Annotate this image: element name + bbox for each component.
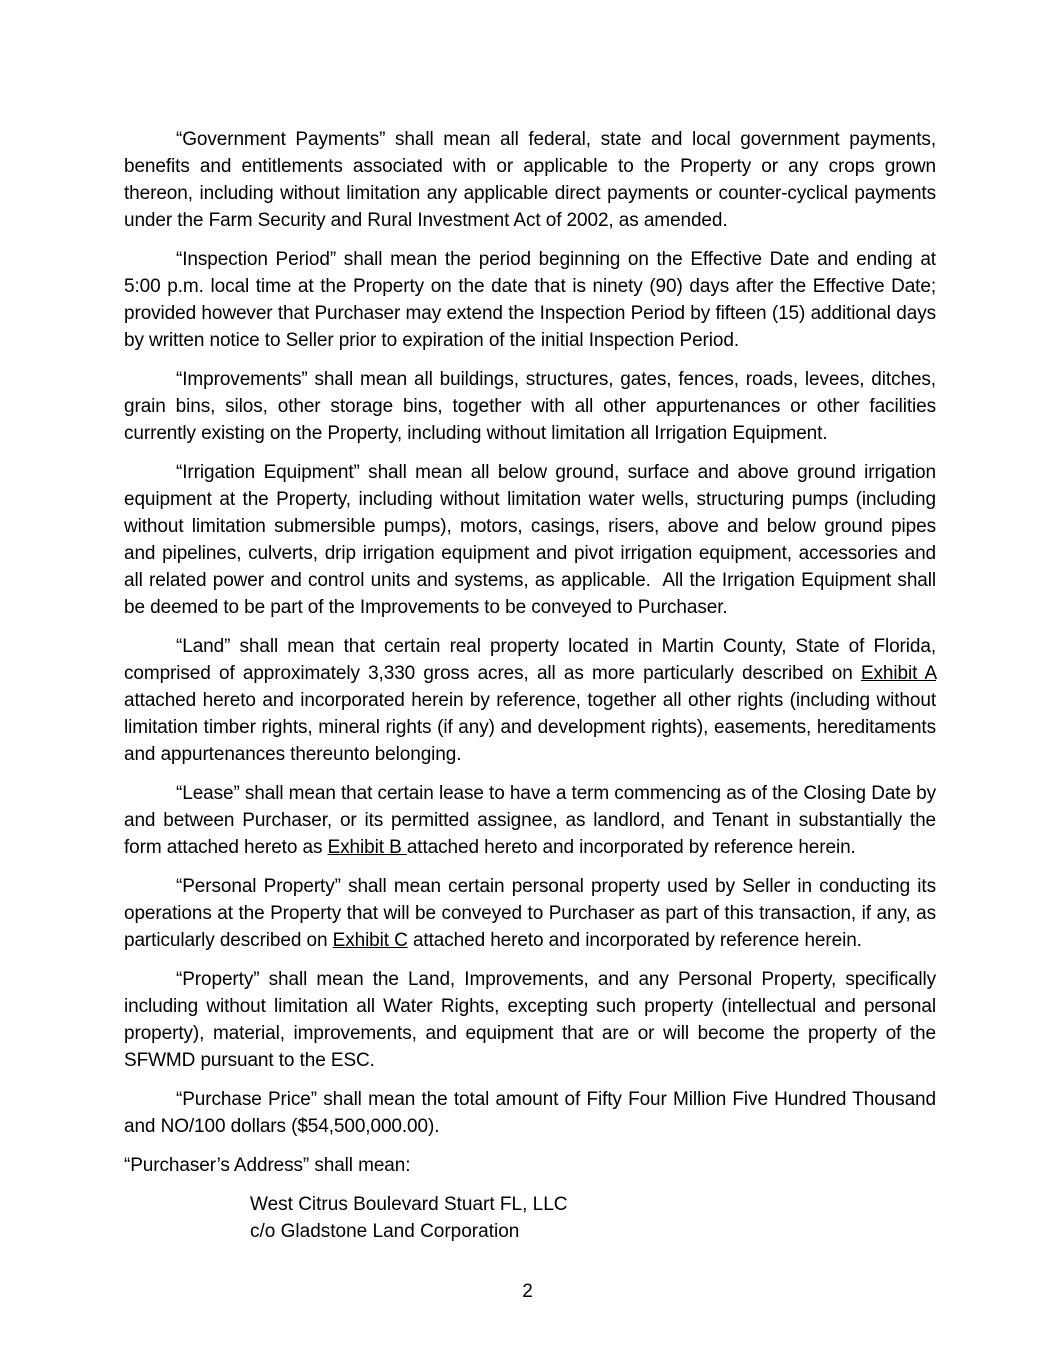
definition-irrigation-equipment [124,459,942,621]
exhibit-reference: Exhibit A [860,663,936,684]
paragraph-text: attached hereto and incorporated by reference herein. [407,930,862,951]
definition-lease [124,780,942,861]
paragraph-text: “Purchase Price” shall mean the total amount of Fifty Four Million Five Hundred Thousand and NO/100 dollars ($54,500,000.00). [124,1089,942,1137]
paragraph-text: “Lease” shall mean that certain lease to have a term commencing as of the Closing Date by and between Purchaser, or its permitted assignee, as landlord, and Tenant in substantially the form attached hereto as [124,783,942,858]
address-line-company: West Citrus Boulevard Stuart FL, LLC [250,1194,568,1215]
page-number: 2 [522,1281,533,1302]
document-content [124,126,942,1245]
paragraph-text: “Personal Property” shall mean certain personal property used by Seller in conducting its operations at the Property that will be conveyed to Purchaser as part of this transaction, if any, as particularly described on [124,876,942,951]
definition-personal-property [124,873,942,954]
paragraph-text: “Improvements” shall mean all buildings, structures, gates, fences, roads, levees, ditches, grain bins, silos, other storage bins, together with all other appurtenances or other facilities currently existing on the Property, including without limitation all Irrigation Equipment. [124,369,942,444]
exhibit-reference: Exhibit C [332,930,408,951]
exhibit-reference: Exhibit B [327,837,407,858]
paragraph-text: “Irrigation Equipment” shall mean all below ground, surface and above ground irrigation equipment at the Property, including without limitation water wells, structuring pumps (including without limitation submersible pumps), motors, casings, risers, above and below ground pipes and pipelines, culverts, drip irrigation equipment and pivot irrigation equipment, accessories and all related power and control units and systems, as applicable. All the Irrigation Equipment shall be deemed to be part of the Improvements to be conveyed to Purchaser. [124,462,942,618]
address-line-care-of: c/o Gladstone Land Corporation [250,1221,520,1242]
paragraph-text: “Land” shall mean that certain real property located in Martin County, State of Florida, comprised of approximately 3,330 gross acres, all as more particularly described on [124,636,942,684]
paragraph-text: “Property” shall mean the Land, Improvements, and any Personal Property, specifically including without limitation all Water Rights, excepting such property (intellectual and personal property), material, improvements, and equipment that are or will become the property of the SFWMD pursuant to the ESC. [124,969,942,1071]
paragraph-text: “Government Payments” shall mean all federal, state and local government payments, benefits and entitlements associated with or applicable to the Property or any crops grown thereon, including without limitation any applicable direct payments or counter-cyclical payments under the Farm Security and Rural Investment Act of 2002, as amended. [124,129,942,231]
definition-inspection-period [124,246,942,354]
definition-purchasers-address [124,1152,936,1179]
definition-improvements [124,366,942,447]
paragraph-text: “Inspection Period” shall mean the period beginning on the Effective Date and ending at 5:00 p.m. local time at the Property on the date that is ninety (90) days after the Effective Date; provided however that Purchaser may extend the Inspection Period by fifteen (15) additional days by written notice to Seller prior to expiration of the initial Inspection Period. [124,249,942,351]
definition-property [124,966,942,1074]
purchaser-address-block [250,1191,936,1245]
paragraph-text: attached hereto and incorporated by reference herein. [406,837,856,858]
definition-government-payments [124,126,942,234]
paragraph-text: “Purchaser’s Address” shall mean: [124,1155,411,1176]
paragraph-text: attached hereto and incorporated herein by reference, together all other rights (including without limitation timber rights, mineral rights (if any) and development rights), easements, hereditaments and appurtenances thereunto belonging. [124,663,942,765]
definitions-section [124,126,942,1179]
definition-land [124,633,942,768]
definition-purchase-price [124,1086,942,1140]
